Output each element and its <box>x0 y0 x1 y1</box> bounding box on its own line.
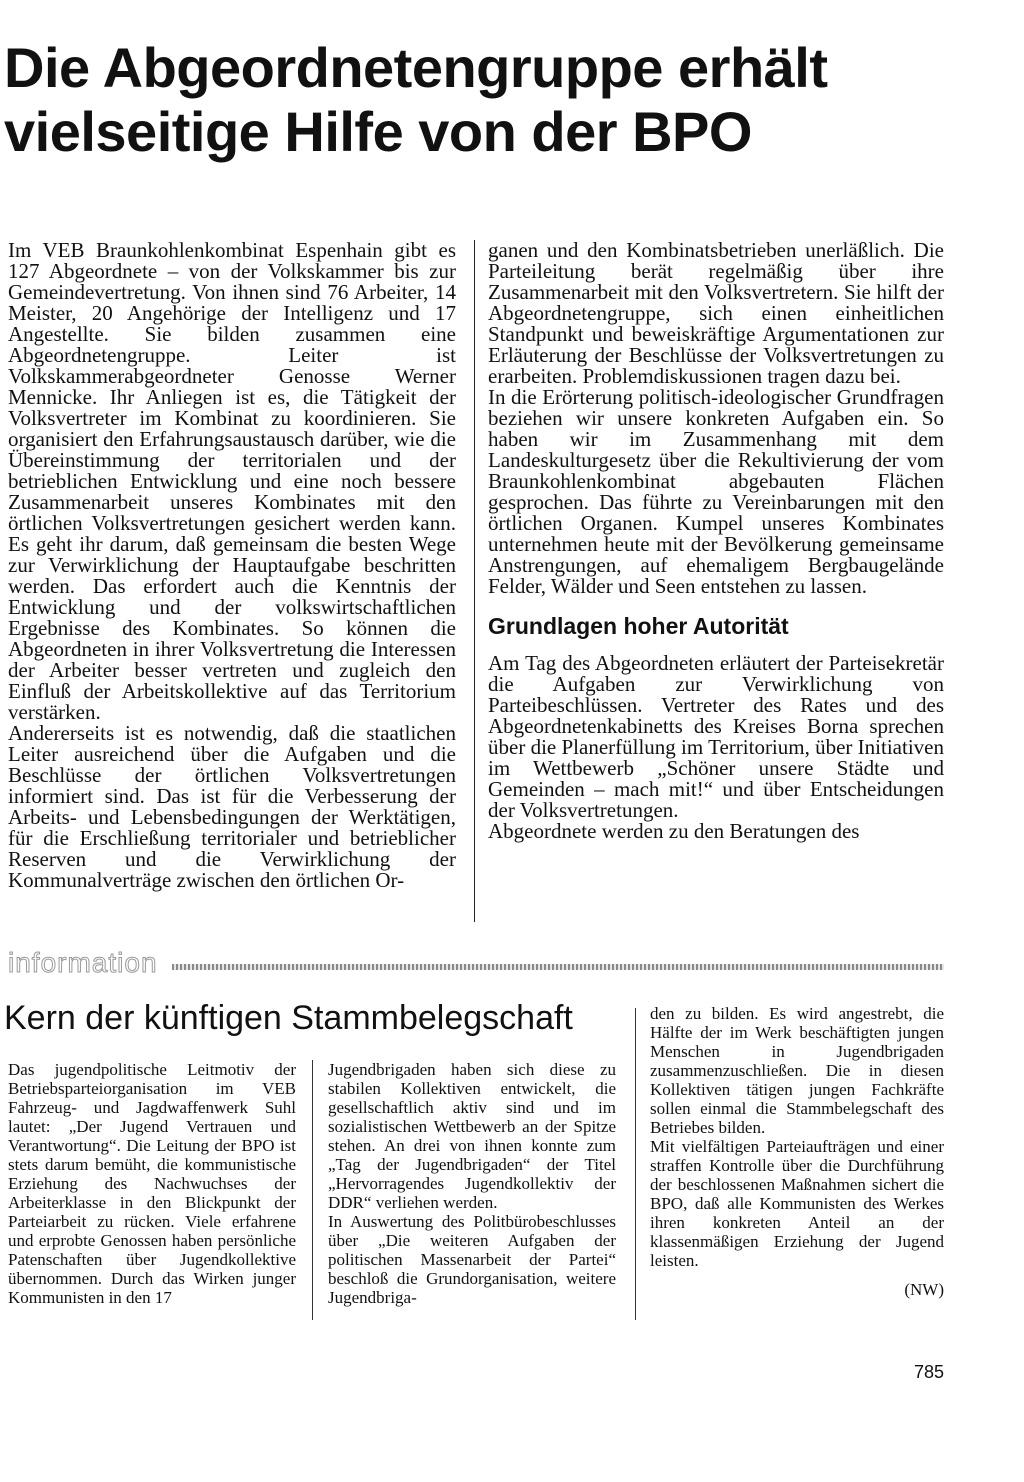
paragraph: In die Erörterung politisch-ideologischer Grundfragen beziehen wir unsere konkreten Aufgaben ein. So haben wir im Zusammenhang mit dem Landeskulturgesetz über die Rekultivierung der vom Braunkohlenkombinat abgebauten Flächen gesprochen. Das führte zu Vereinbarungen mit den örtlichen Organen. Kumpel unseres Kombinates unternehmen heute mit der Bevölkerung gemeinsame Anstrengungen, auf ehemaligem Bergbaugelände Felder, Wälder und Seen entstehen zu lassen. <box>488 385 944 598</box>
paragraph: Im VEB Braunkohlenkombinat Espenhain gibt es 127 Abgeordnete – von der Volkskammer bis zur Gemeindevertretung. Von ihnen sind 76 Arbeiter, 14 Meister, 20 Angehörige der Intelligenz und 17 Angestellte. Sie bilden zusammen eine Abgeordnetengruppe. Leiter ist Volkskammerabgeordneter Genosse Werner Mennicke. Ihr Anliegen ist es, die Tätigkeit der Volksvertreter im Kombinat zu koordinieren. Sie organisiert den Erfahrungsaustausch darüber, wie die Übereinstimmung der territorialen und der betrieblichen Entwicklung und eine noch bessere Zusammenarbeit unseres Kombinates mit den örtlichen Volksvertretungen gesichert werden kann. Es geht ihr darum, daß gemeinsam die besten Wege zur Verwirklichung der Hauptaufgabe beschritten werden. Das erfordert auch die Kenntnis der Entwicklung und der volkswirtschaftlichen Ergebnisse des Kombinates. So können die Abgeordneten in ihrer Volksvertretung die Interessen der Arbeiter besser vertreten und zugleich den Einfluß der Arbeitskollektive auf das Territorium verstärken. <box>8 238 456 724</box>
paragraph: Mit vielfältigen Parteiaufträgen und einer straffen Kontrolle über die Durchführung der beschlossenen Maßnahmen sichert die BPO, daß alle Kommunisten des Werkes ihren konkreten Anteil an der klassenmäßigen Erziehung der Jugend leisten. <box>650 1137 944 1270</box>
paragraph: In Auswertung des Politbürobeschlusses über „Die weiteren Aufgaben der politischen Massenarbeit der Partei“ beschloß die Grundorganisation, weitere Jugendbriga- <box>328 1212 616 1307</box>
article-column-2 <box>488 240 944 842</box>
paragraph: Am Tag des Abgeordneten erläutert der Parteisekretär die Aufgaben zur Verwirklichung von Parteibeschlüssen. Vertreter des Rates und des Abgeordnetenkabinetts des Kreises Borna sprechen über die Planerfüllung im Territorium, über Initiativen im Wettbewerb „Schöner unsere Städte und Gemeinden – mach mit!“ und über Entscheidungen der Volksvertretungen. <box>488 651 944 822</box>
info-column-2 <box>328 1060 616 1307</box>
headline-line-2: vielseitige Hilfe von der BPO <box>4 100 752 163</box>
info-column-1 <box>8 1060 296 1307</box>
paragraph: Abgeordnete werden zu den Beratungen des <box>488 819 860 843</box>
column-divider <box>312 1060 313 1320</box>
paragraph: Andererseits ist es notwendig, daß die staatlichen Leiter ausreichend über die Aufgaben und die Beschlüsse der örtlichen Volksvertretungen informiert sind. Das ist für die Verbesserung der Arbeits- und Lebensbedingungen der Werktätigen, für die Erschließung territorialer und betrieblicher Reserven und die Verwirklichung der Kommunalverträge zwischen den örtlichen Or- <box>8 721 456 892</box>
info-column-3 <box>650 1004 944 1299</box>
paragraph: ganen und den Kombinatsbetrieben unerläßlich. Die Parteileitung berät regelmäßig über ihre Zusammenarbeit mit den Volksvertretern. Sie hilft der Abgeordnetengruppe, sich einen einheitlichen Standpunkt und beweiskräftige Argumentationen zur Erläuterung der Beschlüsse der Volksvertretungen zu erarbeiten. Problemdiskussionen tragen dazu bei. <box>488 238 944 388</box>
paragraph: Das jugendpolitische Leitmotiv der Betriebsparteiorganisation im VEB Fahrzeug- und Jagdwaffenwerk Suhl lautet: „Der Jugend Vertrauen und Verantwortung“. Die Leitung der BPO ist stets darum bemüht, die kommunistische Erziehung des Nachwuchses der Arbeiterklasse in den Blickpunkt der Parteiarbeit zu rücken. Viele erfahrene und erprobte Genossen haben persönliche Patenschaften über Jugendkollektive übernommen. Durch das Wirken junger Kommunisten in den 17 <box>8 1060 296 1307</box>
page-number: 785 <box>913 1362 944 1382</box>
column-divider <box>635 1008 636 1320</box>
article-column-1 <box>8 240 456 891</box>
info-box-title: Kern der künftigen Stammbelegschaft <box>4 999 573 1037</box>
paragraph: den zu bilden. Es wird angestrebt, die Hälfte der im Werk beschäftigten jungen Menschen in Jugendbrigaden zusammenzuschließen. Die in diesen Kollektiven tätigen jungen Fachkräfte sollen einmal die Stammbelegschaft des Betriebes bilden. <box>650 1004 944 1137</box>
information-rule <box>172 964 944 970</box>
section-subheading: Grundlagen hoher Autorität <box>488 613 789 639</box>
column-divider <box>474 240 475 922</box>
headline-line-1: Die Abgeordnetengruppe erhält <box>4 36 828 99</box>
author-signature: (NW) <box>904 1280 944 1299</box>
paragraph: Jugendbrigaden haben sich diese zu stabilen Kollektiven entwickelt, die gesellschaftlich aktiv sind und im sozialistischen Wettbewerb an der Spitze stehen. An drei von ihnen konnte zum „Tag der Jugendbrigaden“ der Titel „Hervorragendes Jugendkollektiv der DDR“ verliehen werden. <box>328 1060 616 1212</box>
information-label: information <box>8 947 158 978</box>
article-headline <box>4 36 1014 164</box>
